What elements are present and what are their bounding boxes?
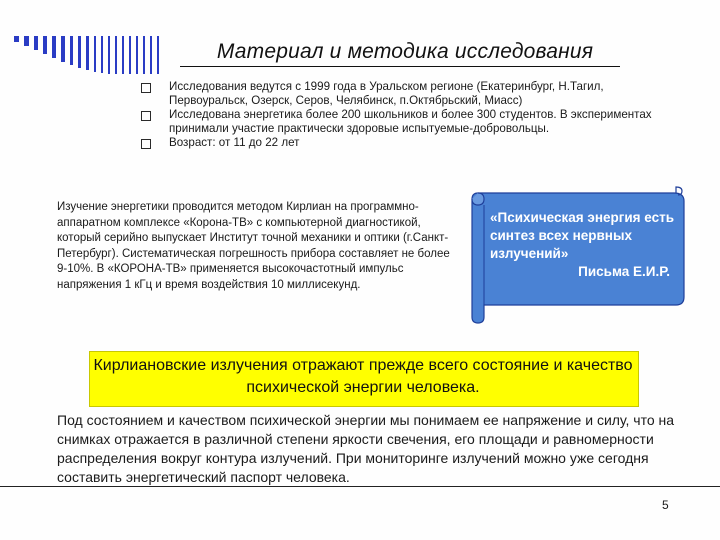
quote-scroll xyxy=(462,185,692,325)
explanation-text: Под состоянием и качеством психической энергии мы понимаем ее напряжение и силу, что на снимках отражается в различной степени яркости свечения, его площади и равномерности распределения вокруг контура излучений. При мониторинге излучений можно уже сегодня составить энергетический паспорт человека. xyxy=(57,412,675,485)
slide-title: Материал и методика исследования xyxy=(216,40,594,63)
quote-text: «Психическая энергия есть синтез всех нервных излучений» xyxy=(490,210,675,261)
bullet-list xyxy=(141,80,681,150)
bullet-square-icon xyxy=(141,111,151,121)
bullet-text: Исследована энергетика более 200 школьников и более 300 студентов. В экспериментах принимали участие практически здоровые испытуемые-добровольцы. xyxy=(169,108,652,135)
method-description: Изучение энергетики проводится методом Кирлиан на программно-аппаратном комплексе «Корона-ТВ» с компьютерной диагностикой, который серийно выпускает Институт точной механики и оптики (г.Санкт-Петербург). Систематическая погрешность прибора составляет не более 9-10%. В «КОРОНА-ТВ» применяется высокочастотный импульс напряжения 1 кГц и время воздействия 10 миллисекунд. xyxy=(57,201,450,291)
bullet-item xyxy=(141,108,681,136)
bullet-text: Исследования ведутся с 1999 года в Уральском регионе (Екатеринбург, Н.Тагил, Первоуральск, Озерск, Серов, Челябинск, п.Октябрьский, Миасс) xyxy=(169,80,604,107)
bullet-square-icon xyxy=(141,139,151,149)
bullet-square-icon xyxy=(141,83,151,93)
highlight-text: Кирлиановские излучения отражают прежде всего состояние и качество психической энергии человека. xyxy=(93,357,633,396)
bullet-item xyxy=(141,80,681,108)
decorative-stripes xyxy=(14,36,214,76)
bullet-item xyxy=(141,136,681,150)
title-underline xyxy=(180,66,620,67)
quote-text-block xyxy=(490,209,680,281)
footer-divider xyxy=(0,486,720,487)
bullet-text: Возраст: от 11 до 22 лет xyxy=(169,136,300,149)
quote-source: Письма Е.И.Р. xyxy=(578,264,670,279)
page-number: 5 xyxy=(662,498,669,512)
